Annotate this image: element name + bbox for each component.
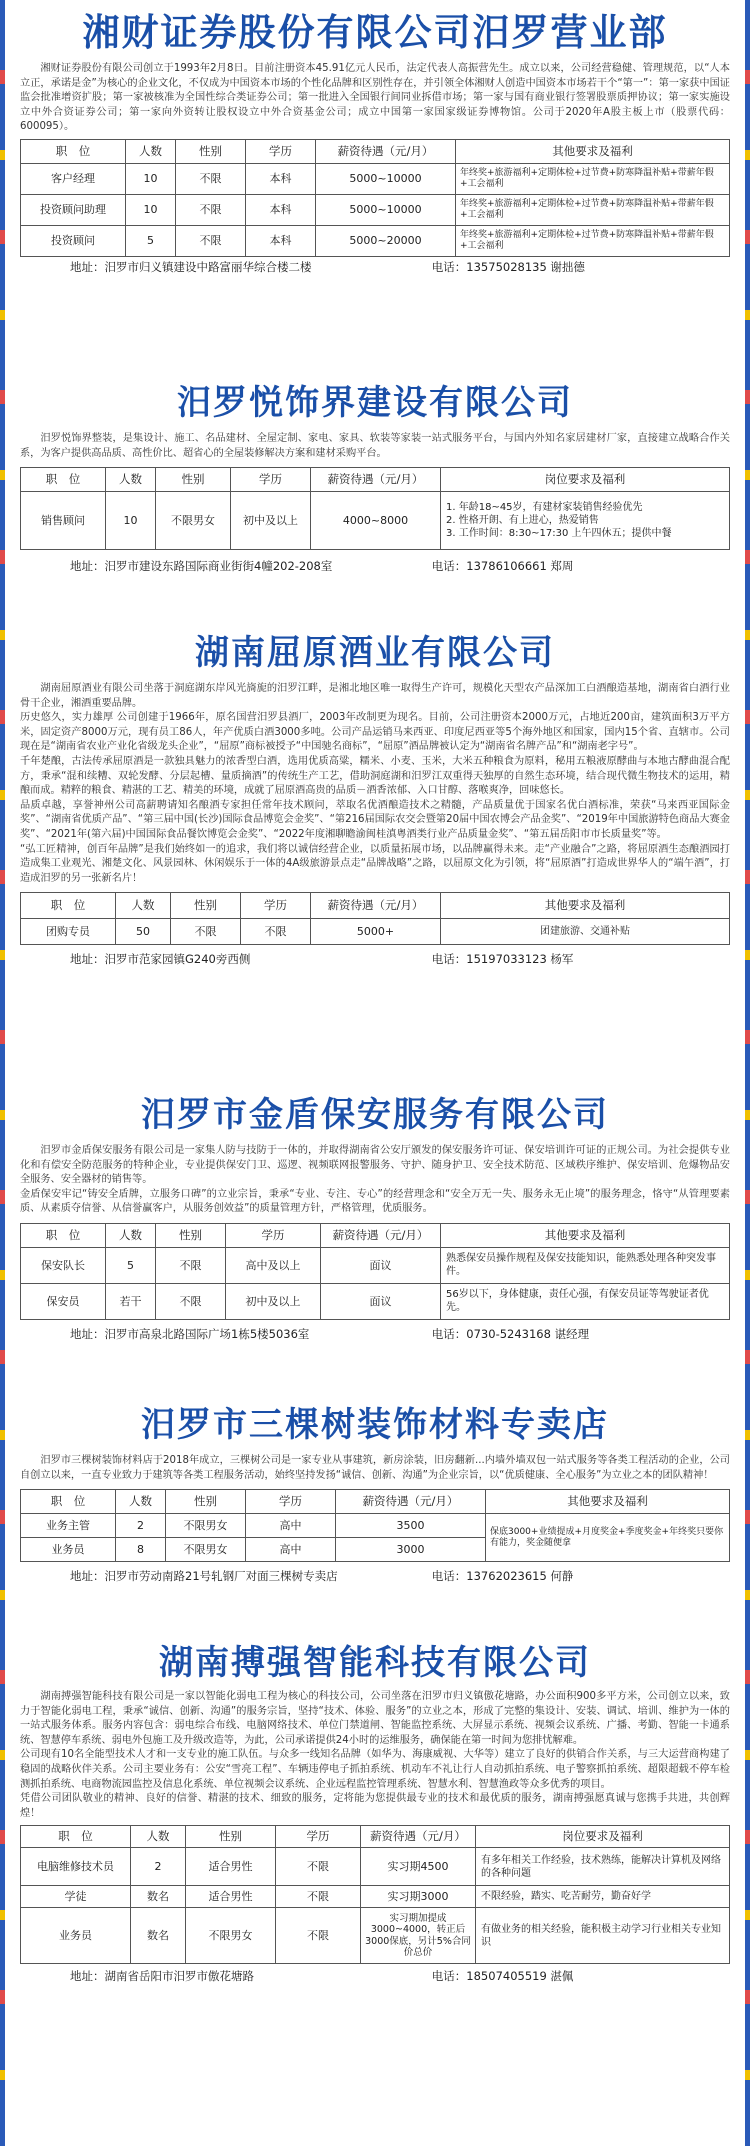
company-name: 汨罗市金盾保安服务有限公司 xyxy=(141,1095,609,1135)
job-gender: 不限 xyxy=(156,1283,226,1319)
job-title: 保安员 xyxy=(21,1283,106,1319)
col-header: 其他要求及福利 xyxy=(456,139,730,163)
company-name: 湖南搏强智能科技有限公司 xyxy=(159,1643,591,1683)
job-title: 投资顾问助理 xyxy=(21,194,126,225)
col-header: 人数 xyxy=(116,1490,166,1514)
table-header-row xyxy=(21,468,730,492)
table-row xyxy=(21,194,730,225)
col-header: 其他要求及福利 xyxy=(441,893,730,919)
job-requirements: 1. 年龄18~45岁，有建材家装销售经验优先 2. 性格开朗、有上进心，热爱销售 3. 工作时间：8:30~17:30 上午四休五；提供中餐 xyxy=(441,492,730,550)
job-count: 10 xyxy=(126,194,176,225)
job-salary: 5000~10000 xyxy=(316,163,456,194)
job-education: 本科 xyxy=(246,225,316,256)
table-row xyxy=(21,163,730,194)
table-header-row xyxy=(21,1490,730,1514)
col-header: 薪资待遇（元/月） xyxy=(361,1826,476,1848)
company-intro: 汨罗悦饰界整装，是集设计、施工、名品建材、全屋定制、家电、家具、软装等家装一站式服务平台，与国内外知名家居建材厂家，直接建立战略合作关系，为客户提供高品质、高性价比、超省心的全屋装修解决方案和建材采购平台。 xyxy=(20,433,730,459)
contact-line xyxy=(20,1566,730,1586)
company-intro: 湖南搏强智能科技有限公司是一家以智能化弱电工程为核心的科技公司，公司坐落在汨罗市归义镇傲花塘路，办公面积900多平方米，公司创立以来，致力于智能化弱电工程，秉承“诚信、创新、沟通”的服务宗旨，坚持“技术、体验、服务”的立业之本，形成了完整的集设计、安装、调试、培训、维护为一体的一站式服务体系。服务内容包含：弱电综合布线、电脑网络技术、单位门禁道闸、智能监控系统、大屏显示系统、视频会议系统、广播、考勤、智能一卡通系统、智慧停车系统、弱电外包施工及升级改造等，为此，公司承诺提供24小时的运维服务，确保能在第一时间为您排忧解难。 公司现有10名全能型技术人才和一支专业的施工队伍。与众多一线知名品牌（如华为、海康威视、大华等）建立了良好的供销合作关系，与三大运营商构建了稳固的战略伙伴关系。公司主要业务有：公安“雪亮工程”、车辆违停电子抓拍系统、机动车不礼让行人自动抓拍系统、电子警察抓拍系统、超限超载不停车检测抓拍系统、电商物流园监控及信息化系统、单位视频会议系统、企业远程监控管理系统、智慧水利、智慧渔政等众多优秀的项目。 凭借公司团队敬业的精神、良好的信誉、精湛的技术、细致的服务，定将能为您提供最专业的技术和最优质的服务，湖南搏强愿真诚与您携手共进，共创辉煌！ xyxy=(20,1691,730,1819)
contact-line xyxy=(20,556,730,576)
right-decorative-stripe xyxy=(745,0,750,2146)
col-header: 岗位要求及福利 xyxy=(441,468,730,492)
col-header: 人数 xyxy=(126,139,176,163)
job-education: 不限 xyxy=(241,919,311,945)
job-requirements: 熟悉保安员操作规程及保安技能知识，能熟悉处理各种突发事件。 xyxy=(441,1247,730,1283)
job-gender: 不限 xyxy=(171,919,241,945)
job-table xyxy=(20,892,730,945)
phone-text: 电话：15197033123 杨军 xyxy=(431,952,574,967)
address-text: 地址：汨罗市建设东路国际商业街街4幢202-208室 xyxy=(70,559,333,574)
job-title: 学徒 xyxy=(21,1886,131,1908)
col-header: 学历 xyxy=(231,468,311,492)
job-title: 团购专员 xyxy=(21,919,116,945)
table-header-row xyxy=(21,139,730,163)
job-title: 客户经理 xyxy=(21,163,126,194)
phone-text: 电话：13786106661 郑周 xyxy=(431,559,574,574)
table-row xyxy=(21,492,730,550)
table-header-row xyxy=(21,1826,730,1848)
job-title: 销售顾问 xyxy=(21,492,106,550)
job-education: 本科 xyxy=(246,163,316,194)
job-salary: 面议 xyxy=(321,1283,441,1319)
col-header: 学历 xyxy=(246,1490,336,1514)
job-gender: 不限男女 xyxy=(166,1538,246,1562)
job-gender: 不限男女 xyxy=(166,1514,246,1538)
job-count: 若干 xyxy=(106,1283,156,1319)
job-title: 业务员 xyxy=(21,1538,116,1562)
job-salary: 3000 xyxy=(336,1538,486,1562)
job-salary: 实习期加提成3000~4000，转正后3000保底，另计5%合同价总价 xyxy=(361,1908,476,1964)
job-education: 高中及以上 xyxy=(226,1247,321,1283)
job-salary: 实习期3000 xyxy=(361,1886,476,1908)
table-row xyxy=(21,1247,730,1283)
job-education: 不限 xyxy=(276,1848,361,1886)
company-section xyxy=(20,1400,730,1586)
company-section xyxy=(20,628,730,969)
address-text: 地址：汨罗市归义镇建设中路富丽华综合楼二楼 xyxy=(70,259,312,274)
job-gender: 不限 xyxy=(176,194,246,225)
job-count: 2 xyxy=(116,1514,166,1538)
job-education: 不限 xyxy=(276,1908,361,1964)
col-header: 职 位 xyxy=(21,139,126,163)
col-header: 学历 xyxy=(276,1826,361,1848)
table-row xyxy=(21,1908,730,1964)
col-header: 人数 xyxy=(106,468,156,492)
phone-text: 电话：13575028135 谢拙德 xyxy=(431,259,585,274)
col-header: 学历 xyxy=(246,139,316,163)
left-decorative-stripe xyxy=(0,0,5,2146)
company-name: 湖南屈原酒业有限公司 xyxy=(195,633,555,673)
company-name: 汨罗悦饰界建设有限公司 xyxy=(177,383,573,423)
col-header: 人数 xyxy=(116,893,171,919)
company-intro: 汨罗市金盾保安服务有限公司是一家集人防与技防于一体的，并取得湖南省公安厅颁发的保安服务许可证、保安培训许可证的正规公司。为社会提供专业化和有偿安全防范服务的特种企业，专业提供保安门卫、巡逻、视频联网报警服务、守护、随身护卫、安全技术防范、区域秩序维护、保安培训、危爆物品安全服务、安全器材的销售等。 金盾保安牢记“铸安全盾牌，立服务口碑”的立业宗旨，秉承“专业、专注、专心”的经营理念和“安全万无一失、服务永无止境”的服务理念，恪守“从管理要素质、从素质夺信誉、从信誉赢客户，从服务创效益”的质量管理方针，严格管理，优质服务。 xyxy=(20,1145,730,1215)
job-count: 10 xyxy=(126,163,176,194)
job-title: 投资顾问 xyxy=(21,225,126,256)
company-section xyxy=(20,1090,730,1344)
contact-line xyxy=(20,949,730,969)
company-name: 湘财证券股份有限公司汨罗营业部 xyxy=(82,11,668,54)
company-intro: 湖南屈原酒业有限公司坐落于洞庭湖东岸风光旖旎的汨罗江畔，是湘北地区唯一取得生产许可，规模化天型农产品深加工白酒酿造基地，湖南省白酒行业骨干企业，湘酒重要品牌。 历史悠久，实力雄厚 公司创建于1966年，原名国营汨罗县酒厂，2003年改制更为现名。目前，公司注册资本2000万元，占地近200亩，建筑面积3万平方米，固定资产8000万元，现有员工86人，年产优质白酒3000多吨。公司产品运销马来西亚、印度尼西亚等5个海外地区和国家，国内15个省、直辖市。公司现在是“湖南省农业产业化省级龙头企业”，“屈原”商标被授予“中国驰名商标”，“屈原”酒品牌被认定为“湖南省名牌产品”和“湖南老字号”。 千年楚酿，古法传承屈原酒是一款独具魅力的浓香型白酒，选用优质高粱，糯米、小麦、玉米，大米五种粮食为原料，秘用五粮液原酵曲与本地古酵曲混合配方，秉承“混和续糟、双轮发酵、分层起槽、量质摘酒”的传统生产工艺，借助洞庭湖和汨罗江双重得天独厚的自然生态环境，结合现代微生物技术的运用，精酿而成。精粹的粮食、精湛的工艺、精美的环境，成就了屈原酒高贵的品质－酒香浓郁、入口甘醇、落喉爽净，回味悠长。 品质卓越，享誉神州公司高薪聘请知名酿酒专家担任常年技术顾问，萃取名优酒酿造技术之精髓，产品质量优于国家名优白酒标准，荣获“马来西亚国际金奖”、“湖南省优质产品”、“第三届中国(长沙)国际食品博览会金奖”、“第216届国际农交会暨第20届中国农博会产品金奖”、“2019年中国旅游特色商品大赛金奖”、“2021年(第六届)中国国际食品餐饮博览会金奖”、“2022年度湘聊瞻渝闽桂滇粤酒类行业产品质量金奖”、“第五届岳阳市市长质量奖”等。 “弘工匠精神，创百年品牌”是我们始终如一的追求，我们将以诚信经营企业，以质量拓展市场，以品牌赢得未来。走“产业融合”之路，将屈原酒生态酿酒园打造成集工业观光、湘楚文化、风景园林、休闲娱乐于一体的4A级旅游景点走“品牌战略”之路，以屈原文化为引领，将“屈原酒”打造成世界华人的“端午酒”，打造成汨罗的另一张新名片！ xyxy=(20,683,730,884)
job-gender: 不限男女 xyxy=(186,1908,276,1964)
job-title: 业务主管 xyxy=(21,1514,116,1538)
company-section xyxy=(20,378,730,576)
phone-text: 电话：18507405519 湛佩 xyxy=(431,1969,574,1984)
job-gender: 不限 xyxy=(156,1247,226,1283)
job-salary: 实习期4500 xyxy=(361,1848,476,1886)
job-salary: 4000~8000 xyxy=(311,492,441,550)
col-header: 薪资待遇（元/月） xyxy=(336,1490,486,1514)
job-count: 2 xyxy=(131,1848,186,1886)
job-table xyxy=(20,1489,730,1562)
phone-text: 电话：13762023615 何静 xyxy=(431,1569,574,1584)
company-intro: 汨罗市三棵树装饰材料店于2018年成立，三棵树公司是一家专业从事建筑，新房涂装，旧房翻新...内墙外墙双包一站式服务等各类工程活动的企业，公司自创立以来，一直专业致力于建筑等各类工程服务活动，始终坚持发扬“诚信、创新、沟通”为企业宗旨，以“优质健康、全心服务”为立业之本的团队精神！ xyxy=(20,1455,730,1481)
table-row xyxy=(21,1886,730,1908)
job-table xyxy=(20,1825,730,1964)
job-requirements: 年终奖+旅游福利+定期体检+过节费+防寒降温补贴+带薪年假+工会福利 xyxy=(456,163,730,194)
job-education: 本科 xyxy=(246,194,316,225)
job-gender: 不限男女 xyxy=(156,492,231,550)
address-text: 地址：汨罗市范家园镇G240旁西侧 xyxy=(70,952,251,967)
table-row xyxy=(21,1848,730,1886)
company-section xyxy=(20,6,730,277)
job-salary: 5000~10000 xyxy=(316,194,456,225)
col-header: 性别 xyxy=(186,1826,276,1848)
job-requirements: 年终奖+旅游福利+定期体检+过节费+防寒降温补贴+带薪年假+工会福利 xyxy=(456,194,730,225)
job-count: 5 xyxy=(126,225,176,256)
col-header: 职 位 xyxy=(21,893,116,919)
col-header: 学历 xyxy=(241,893,311,919)
job-table xyxy=(20,139,730,257)
job-education: 不限 xyxy=(276,1886,361,1908)
job-title: 电脑维修技术员 xyxy=(21,1848,131,1886)
job-gender: 适合男性 xyxy=(186,1886,276,1908)
table-row xyxy=(21,919,730,945)
job-count: 5 xyxy=(106,1247,156,1283)
table-row xyxy=(21,1514,730,1538)
job-requirements: 年终奖+旅游福利+定期体检+过节费+防寒降温补贴+带薪年假+工会福利 xyxy=(456,225,730,256)
job-requirements: 保底3000+业绩提成+月度奖金+季度奖金+年终奖只要你有能力，奖金随便拿 xyxy=(486,1514,730,1562)
job-education: 初中及以上 xyxy=(231,492,311,550)
col-header: 其他要求及福利 xyxy=(441,1223,730,1247)
contact-line xyxy=(20,257,730,277)
col-header: 人数 xyxy=(106,1223,156,1247)
col-header: 学历 xyxy=(226,1223,321,1247)
job-table xyxy=(20,467,730,550)
job-requirements: 56岁以下，身体健康，责任心强，有保安员证等驾驶证者优先。 xyxy=(441,1283,730,1319)
address-text: 地址：湖南省岳阳市汨罗市傲花塘路 xyxy=(70,1969,254,1984)
col-header: 岗位要求及福利 xyxy=(476,1826,730,1848)
col-header: 薪资待遇（元/月） xyxy=(311,893,441,919)
job-salary: 面议 xyxy=(321,1247,441,1283)
job-count: 50 xyxy=(116,919,171,945)
col-header: 职 位 xyxy=(21,1223,106,1247)
table-header-row xyxy=(21,1223,730,1247)
job-count: 数名 xyxy=(131,1886,186,1908)
table-header-row xyxy=(21,893,730,919)
job-salary: 5000+ xyxy=(311,919,441,945)
job-title: 业务员 xyxy=(21,1908,131,1964)
job-salary: 5000~20000 xyxy=(316,225,456,256)
contact-line xyxy=(20,1966,730,1986)
job-education: 初中及以上 xyxy=(226,1283,321,1319)
table-row xyxy=(21,1283,730,1319)
job-requirements: 有多年相关工作经验，技术熟练，能解决计算机及网络的各种问题 xyxy=(476,1848,730,1886)
job-title: 保安队长 xyxy=(21,1247,106,1283)
table-row xyxy=(21,225,730,256)
job-count: 10 xyxy=(106,492,156,550)
job-gender: 适合男性 xyxy=(186,1848,276,1886)
job-count: 8 xyxy=(116,1538,166,1562)
job-education: 高中 xyxy=(246,1538,336,1562)
address-text: 地址：汨罗市高泉北路国际广场1栋5楼5036室 xyxy=(70,1326,310,1341)
col-header: 性别 xyxy=(166,1490,246,1514)
col-header: 性别 xyxy=(176,139,246,163)
company-name: 汨罗市三棵树装饰材料专卖店 xyxy=(141,1405,609,1445)
job-salary: 3500 xyxy=(336,1514,486,1538)
col-header: 职 位 xyxy=(21,468,106,492)
job-gender: 不限 xyxy=(176,225,246,256)
job-count: 数名 xyxy=(131,1908,186,1964)
phone-text: 电话：0730-5243168 谌经理 xyxy=(431,1326,590,1341)
col-header: 人数 xyxy=(131,1826,186,1848)
company-section xyxy=(20,1638,730,1986)
job-table xyxy=(20,1223,730,1320)
contact-line xyxy=(20,1324,730,1344)
col-header: 薪资待遇（元/月） xyxy=(311,468,441,492)
col-header: 职 位 xyxy=(21,1826,131,1848)
address-text: 地址：汨罗市劳动南路21号轧钢厂对面三棵树专卖店 xyxy=(70,1569,338,1584)
job-gender: 不限 xyxy=(176,163,246,194)
job-requirements: 团建旅游、交通补贴 xyxy=(441,919,730,945)
col-header: 薪资待遇（元/月） xyxy=(321,1223,441,1247)
col-header: 性别 xyxy=(156,1223,226,1247)
job-requirements: 有做业务的相关经验，能积极主动学习行业相关专业知识 xyxy=(476,1908,730,1964)
col-header: 其他要求及福利 xyxy=(486,1490,730,1514)
job-requirements: 不限经验，踏实、吃苦耐劳，勤奋好学 xyxy=(476,1886,730,1908)
col-header: 薪资待遇（元/月） xyxy=(316,139,456,163)
company-intro: 湘财证券股份有限公司创立于1993年2月8日。目前注册资本45.91亿元人民币，法定代表人高振营先生。成立以来，公司经营稳健、管理规范，以“人本立正，承诺是金”为核心的企业文化，不仅成为中国资本市场的个性化品牌和区别性存在，并引领全体湘财人创造中国资本市场若干个“第一”：第一家获中国证监会批准增资扩股；第一家被核准为全国性综合类证券公司；第一批进入全国银行间同业拆借市场；第一家与国有商业银行签署股票质押协议；第一家实施设立中外合资证券公司；第一家向外资转让股权设立中外合资基金公司；成立中国第一家国家级证券博物馆。公司于2020年A股主板上市（股票代码：600095）。 xyxy=(20,63,730,133)
col-header: 职 位 xyxy=(21,1490,116,1514)
col-header: 性别 xyxy=(156,468,231,492)
job-education: 高中 xyxy=(246,1514,336,1538)
col-header: 性别 xyxy=(171,893,241,919)
